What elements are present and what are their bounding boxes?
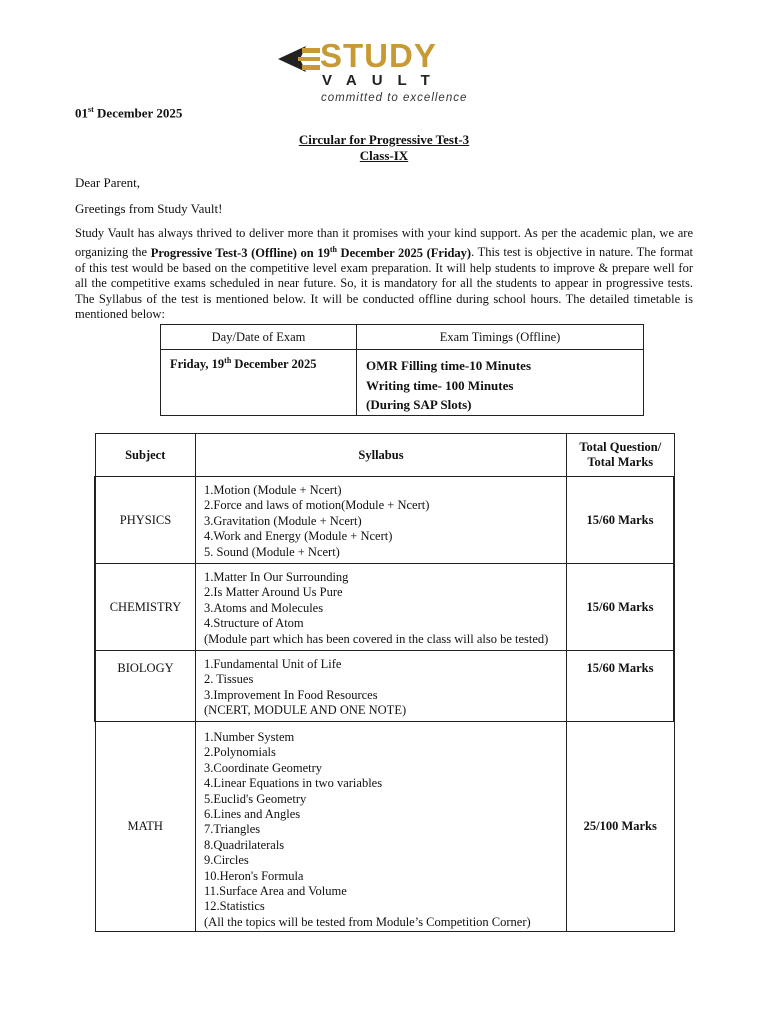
study-vault-logo	[278, 38, 494, 108]
syllabus-physics: 1.Motion (Module + Ncert) 2.Force and laws of motion(Module + Ncert) 3.Gravitation (Module + Ncert) 4.Work and Energy (Module + Ncert) 5. Sound (Module + Ncert)	[196, 477, 567, 564]
table-row	[95, 722, 674, 932]
table-row	[95, 651, 674, 722]
syllabus-math: 1.Number System 2.Polynomials 3.Coordinate Geometry 4.Linear Equations in two variables 5.Euclid's Geometry 6.Lines and Angles 7.Triangles 8.Quadrilaterals 9.Circles 10.Heron's Formula 11.Surface Area and Volume 12.Statistics (All the topics will be tested from Module’s Competition Corner)	[196, 722, 567, 932]
exam-day: Friday, 19th December 2025	[161, 350, 357, 416]
body-paragraph: Study Vault has always thrived to deliver more than it promises with your kind support. As per the academic plan, we are organizing the Progressive Test-3 (Offline) on 19th December 2025 (Friday). This test is objective in nature. The format of this test would be based on the competitive level exam preparation. It will help students to improve & prepare well for all the competitive exams scheduled in near future. So, it is mandatory for all the students to appear in progressive tests. The Syllabus of the test is mentioned below. It will be conducted offline during school hours. The detailed timetable is mentioned below:	[75, 226, 694, 322]
subject-biology: BIOLOGY	[95, 651, 196, 722]
subject-physics: PHYSICS	[95, 477, 196, 564]
logo-wordmark: STUDY	[320, 37, 437, 74]
marks-biology: 15/60 Marks	[567, 651, 675, 722]
syllabus-biology: 1.Fundamental Unit of Life 2. Tissues 3.Improvement In Food Resources (NCERT, MODULE AND ONE NOTE)	[196, 651, 567, 722]
header-subject: Subject	[95, 434, 196, 477]
marks-physics: 15/60 Marks	[567, 477, 675, 564]
logo-tagline: committed to excellence	[321, 92, 468, 104]
class-label: Class-IX	[359, 148, 409, 163]
logo-subword: VAULT	[322, 72, 445, 89]
timetable-header-timings: Exam Timings (Offline)	[357, 325, 644, 350]
marks-chemistry: 15/60 Marks	[567, 564, 675, 651]
syllabus-chemistry: 1.Matter In Our Surrounding 2.Is Matter Around Us Pure 3.Atoms and Molecules 4.Structure of Atom (Module part which has been covered in the class will also be tested)	[196, 564, 567, 651]
circular-title: Circular for Progressive Test-3	[298, 132, 470, 147]
exam-timings: OMR Filling time-10 Minutes Writing time- 100 Minutes (During SAP Slots)	[357, 350, 644, 416]
subject-chemistry: CHEMISTRY	[95, 564, 196, 651]
subject-math: MATH	[95, 722, 196, 932]
timetable-header-day: Day/Date of Exam	[161, 325, 357, 350]
header-syllabus: Syllabus	[196, 434, 567, 477]
timetable	[160, 324, 644, 416]
greeting: Greetings from Study Vault!	[75, 201, 223, 216]
table-row	[95, 564, 674, 651]
header-marks: Total Question/ Total Marks	[567, 434, 675, 477]
circular-date: 01st December 2025	[75, 105, 183, 121]
syllabus-table	[94, 433, 675, 932]
salutation: Dear Parent,	[75, 175, 140, 190]
table-row	[95, 477, 674, 564]
marks-math: 25/100 Marks	[567, 722, 675, 932]
logo-arrow-icon	[278, 44, 322, 74]
